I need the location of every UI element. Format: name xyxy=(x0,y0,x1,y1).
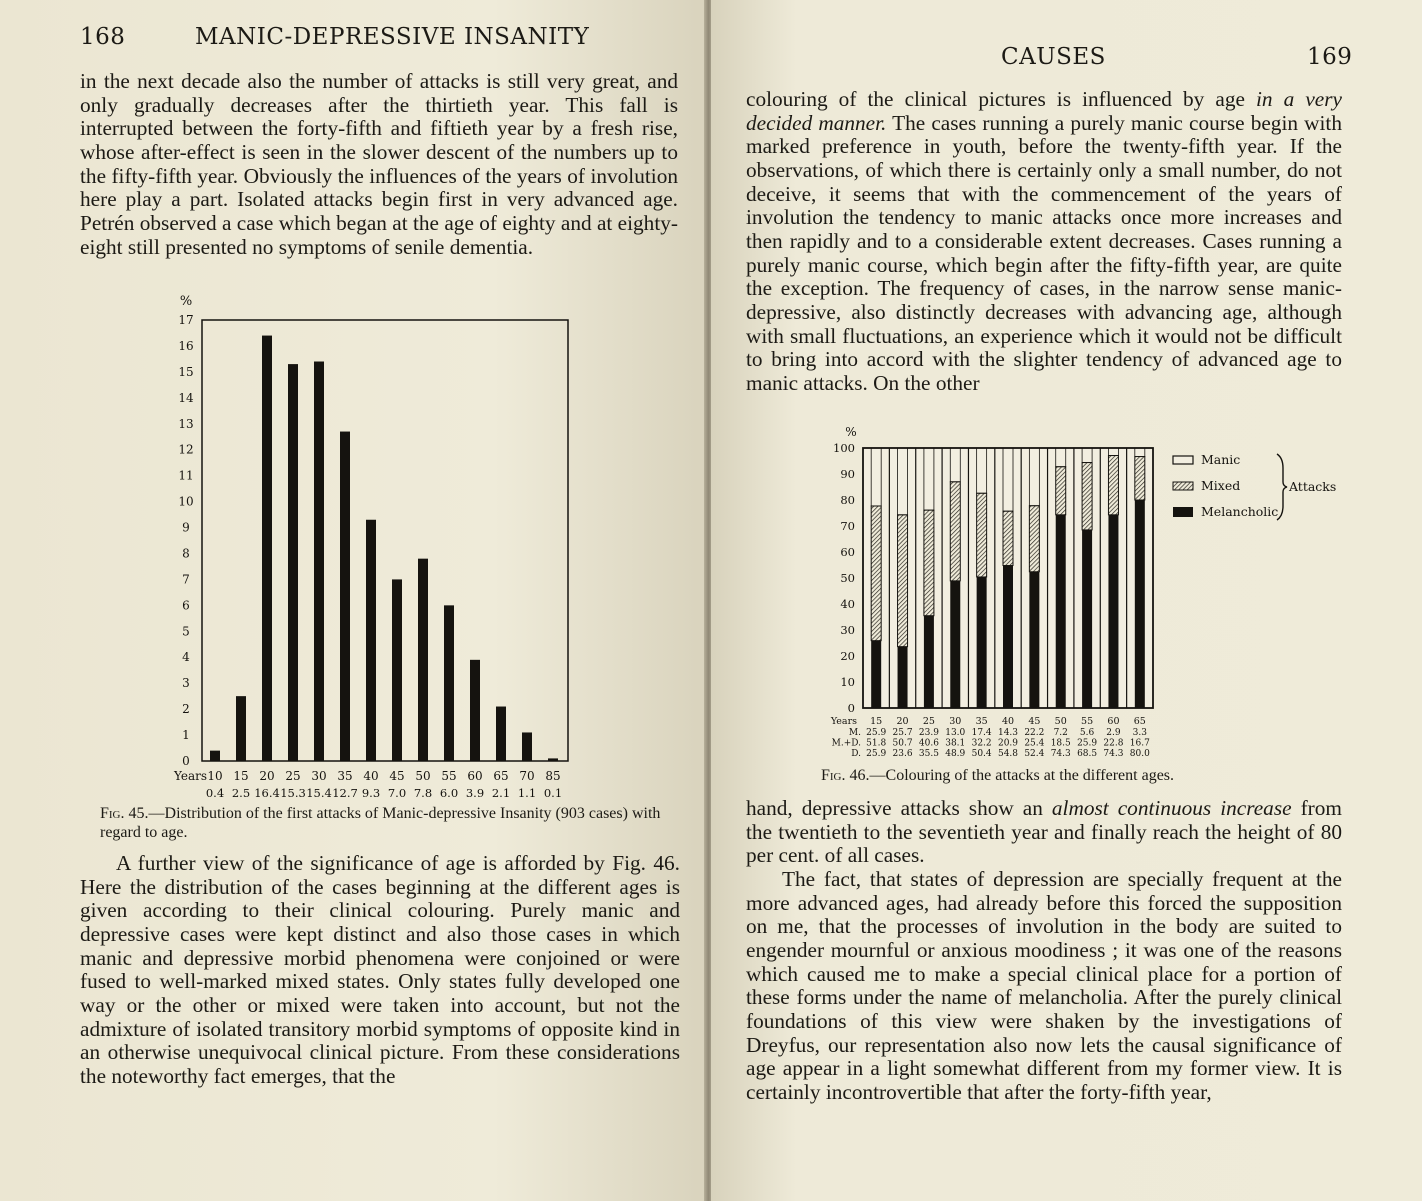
bar-segment-melancholic xyxy=(1082,530,1092,708)
x-tick-label: 70 xyxy=(519,769,535,783)
bar xyxy=(522,732,532,761)
legend-entry: Manic xyxy=(1201,452,1241,467)
y-tick-label: 3 xyxy=(182,676,190,691)
bar-segment-melancholic xyxy=(1003,566,1013,708)
y-tick-label: 6 xyxy=(182,598,190,613)
table-row-label: D. xyxy=(851,749,861,759)
x-row-label: Years xyxy=(173,769,207,783)
x-tick-label: 20 xyxy=(259,769,275,783)
body-paragraph xyxy=(746,88,1342,396)
y-tick-label: 16 xyxy=(178,338,194,353)
bar-segment-mixed xyxy=(950,482,960,581)
y-tick-label: 8 xyxy=(182,546,190,561)
bar xyxy=(366,520,376,761)
y-tick-label: 0 xyxy=(847,701,855,715)
data-label: 16.4 xyxy=(254,786,280,800)
page-number: 169 xyxy=(1307,44,1353,70)
y-tick-label: 70 xyxy=(840,519,855,533)
y-tick-label: 1 xyxy=(182,728,190,743)
bar xyxy=(210,751,220,761)
x-tick-label: 20 xyxy=(896,716,909,727)
y-tick-label: 14 xyxy=(178,390,194,405)
table-cell: 5.6 xyxy=(1079,728,1095,738)
figure-45-bar-chart xyxy=(160,290,590,805)
table-cell: 14.3 xyxy=(997,728,1019,738)
y-tick-label: 17 xyxy=(178,313,194,327)
table-cell: 50.7 xyxy=(892,738,913,749)
bar-segment-mixed xyxy=(977,493,987,577)
bar xyxy=(288,364,298,761)
table-cell: 25.7 xyxy=(892,728,913,738)
x-tick-label: 45 xyxy=(389,769,405,783)
y-tick-label: 40 xyxy=(840,597,855,611)
table-cell: 80.0 xyxy=(1129,749,1150,759)
table-cell: 3.3 xyxy=(1132,728,1147,738)
data-label: 0.1 xyxy=(543,786,563,800)
data-label: 2.5 xyxy=(231,786,251,800)
text-run: hand, depressive attacks show an xyxy=(746,796,1052,820)
bar xyxy=(470,660,480,761)
table-cell: 54.8 xyxy=(997,749,1019,759)
x-tick-label: 30 xyxy=(311,769,327,783)
data-label: 7.8 xyxy=(413,786,433,800)
y-tick-label: 4 xyxy=(182,650,190,665)
table-cell: 7.2 xyxy=(1053,728,1068,738)
plot-frame xyxy=(202,320,568,761)
data-label: 12.7 xyxy=(332,786,358,800)
y-tick-label: 20 xyxy=(840,649,855,663)
bar xyxy=(392,579,402,761)
y-tick-label: 12 xyxy=(178,442,194,457)
y-tick-label: 5 xyxy=(182,624,190,639)
italic-text: in a very decided manner. xyxy=(746,87,1342,135)
table-cell: 20.9 xyxy=(997,738,1019,749)
bar xyxy=(548,758,558,761)
table-row-label: M.+D. xyxy=(831,738,861,749)
text-run: from the twentieth to the seventieth year and finally reach the height of 80 per cent. of all cases. xyxy=(746,796,1342,868)
table-cell: 68.5 xyxy=(1077,749,1098,759)
body-paragraph xyxy=(746,797,1342,868)
x-tick-label: 35 xyxy=(337,769,353,783)
bar-segment-melancholic xyxy=(871,641,881,708)
x-tick-label: 10 xyxy=(207,769,223,783)
legend-entry: Melancholic xyxy=(1201,504,1279,519)
y-tick-label: 10 xyxy=(840,675,855,689)
bar-segment-mixed xyxy=(924,510,934,616)
data-label: 7.0 xyxy=(387,786,407,800)
x-tick-label: 30 xyxy=(949,716,962,727)
y-tick-label: 50 xyxy=(840,571,855,585)
x-tick-label: 15 xyxy=(233,769,249,783)
right-page xyxy=(711,0,1422,1201)
table-row-label: M. xyxy=(848,728,861,738)
bar xyxy=(496,707,506,761)
bar-segment-melancholic xyxy=(1056,515,1066,708)
legend-group-label: Attacks xyxy=(1289,479,1337,494)
x-tick-label: 85 xyxy=(545,769,561,783)
data-label: 6.0 xyxy=(439,786,459,800)
y-tick-label: 10 xyxy=(178,494,194,509)
y-axis-unit: % xyxy=(845,425,857,439)
figure-caption xyxy=(100,804,688,842)
body-paragraph: in the next decade also the number of attacks is still very great, and only gradually decreases after the thirtieth year. This fall is interrupted between the forty-fifth and fiftieth year by a fresh rise, whose after-effect is seen in the slower descent of the numbers up to the fifty-fifth year. Obviously the influences of the years of involution here play a part. Isolated attacks begin first in very advanced age. Petrén observed a case which began at the age of eighty and at eighty-eight still presented no symptoms of senile dementia. xyxy=(80,69,678,259)
bar xyxy=(418,559,428,761)
bar-segment-mixed xyxy=(1029,506,1039,572)
x-tick-label: 65 xyxy=(1133,716,1146,727)
y-tick-label: 11 xyxy=(178,468,194,483)
table-cell: 22.8 xyxy=(1103,738,1124,749)
x-tick-label: 60 xyxy=(1107,716,1120,727)
figure-caption-text: —Distribution of the first attacks of Manic-depressive Insanity (903 cases) with regard to age. xyxy=(100,805,661,841)
figure-46-stacked-bar-chart xyxy=(811,420,1351,765)
x-tick-label: 40 xyxy=(1001,716,1015,727)
x-tick-label: 55 xyxy=(1081,716,1094,727)
bar-segment-melancholic xyxy=(898,647,908,708)
bar-segment-mixed xyxy=(898,515,908,647)
data-label: 9.3 xyxy=(361,786,381,800)
bar-segment-melancholic xyxy=(977,577,987,708)
data-label: 3.9 xyxy=(465,786,485,800)
table-cell: 2.9 xyxy=(1106,728,1121,738)
bar xyxy=(262,336,272,761)
bar-segment-mixed xyxy=(1082,463,1092,530)
table-cell: 16.7 xyxy=(1129,738,1150,749)
table-cell: 40.6 xyxy=(918,738,939,749)
y-tick-label: 30 xyxy=(840,623,855,637)
x-tick-label: 45 xyxy=(1028,716,1041,727)
body-paragraph: A further view of the significance of age is afforded by Fig. 46. Here the distribution of the cases beginning at the different ages is given according to their clinical colouring. Purely manic and depressive cases were kept distinct and also those cases in which manic and depressive morbid phenomena were conjoined or were fused to well-marked mixed states. Only states fully developed one way or the other or mixed were taken into account, but not the admixture of isolated transitory morbid symptoms of opposite kind in an otherwise unequivocal clinical picture. From these considerations the noteworthy fact emerges, that the xyxy=(80,851,680,1088)
table-cell: 52.4 xyxy=(1024,749,1045,759)
table-cell: 32.2 xyxy=(971,738,992,749)
text-run: The cases running a purely manic course begin with marked preference in youth, before the twenty-fifth year. If the observations, of which there is certainly only a small number, do not deceive, it seems that with the commencement of the years of involution the tendency to manic attacks once more increases and then rapidly and to a considerable extent decreases. Cases running a purely manic course, which begin after the fifty-fifth year, are quite the exception. The frequency of cases, in the narrow sense manic-depressive, also distinctly decreases with advancing age, although with small fluctuations, an experience which it would not be difficult to bring into accord with the slighter tendency of advanced age to manic attacks. On the other xyxy=(746,110,1343,395)
bar-segment-mixed xyxy=(871,506,881,641)
bar xyxy=(444,605,454,761)
table-cell: 13.0 xyxy=(945,728,966,738)
figure-caption xyxy=(821,766,1341,785)
bar xyxy=(314,362,324,761)
bar xyxy=(340,432,350,761)
table-cell: 25.9 xyxy=(866,728,887,738)
table-cell: 51.8 xyxy=(866,738,887,749)
x-tick-label: 60 xyxy=(467,769,483,783)
data-label: 15.3 xyxy=(280,786,306,800)
table-cell: 74.3 xyxy=(1103,749,1124,759)
y-tick-label: 7 xyxy=(182,572,190,587)
figure-caption-text: —Colouring of the attacks at the different ages. xyxy=(869,767,1175,784)
y-tick-label: 15 xyxy=(178,364,194,379)
x-tick-label: 40 xyxy=(363,769,379,783)
table-cell: 17.4 xyxy=(971,728,992,738)
table-cell: 23.6 xyxy=(892,749,913,759)
table-cell: 38.1 xyxy=(945,738,966,749)
bar-segment-mixed xyxy=(1135,457,1145,500)
table-cell: 35.5 xyxy=(918,749,939,759)
x-tick-label: 55 xyxy=(441,769,457,783)
x-tick-label: 25 xyxy=(285,769,301,783)
y-tick-label: 60 xyxy=(840,545,855,559)
bar-segment-mixed xyxy=(1003,511,1013,565)
y-axis-unit: % xyxy=(179,294,193,309)
bar-segment-melancholic xyxy=(1108,515,1118,708)
x-tick-label: 50 xyxy=(1054,716,1067,727)
y-tick-label: 90 xyxy=(840,467,855,481)
table-cell: 18.5 xyxy=(1050,738,1071,749)
running-title: MANIC-DEPRESSIVE INSANITY xyxy=(195,24,590,50)
bar-segment-melancholic xyxy=(1135,500,1145,708)
bar-segment-mixed xyxy=(1108,456,1118,515)
legend-brace xyxy=(1277,454,1287,520)
bar-segment-melancholic xyxy=(950,581,960,708)
bar-segment-melancholic xyxy=(1029,572,1039,708)
legend-entry: Mixed xyxy=(1201,478,1241,493)
figure-caption-label: Fig. 46. xyxy=(821,767,870,784)
data-label: 2.1 xyxy=(491,786,511,800)
table-cell: 50.4 xyxy=(971,749,992,759)
y-tick-label: 100 xyxy=(833,441,855,455)
x-tick-label: 65 xyxy=(493,769,509,783)
data-label: 15.4 xyxy=(306,786,332,800)
y-tick-label: 9 xyxy=(182,520,190,535)
data-label: 0.4 xyxy=(205,786,225,800)
x-tick-label: 15 xyxy=(870,716,883,727)
bar-segment-mixed xyxy=(1056,467,1066,515)
running-title: CAUSES xyxy=(1001,44,1106,70)
page-number: 168 xyxy=(80,24,126,50)
data-label: 1.1 xyxy=(517,786,537,800)
legend-swatch-manic xyxy=(1173,456,1193,464)
left-page xyxy=(0,0,706,1201)
y-tick-label: 2 xyxy=(182,702,190,717)
table-cell: 22.2 xyxy=(1024,728,1045,738)
y-tick-label: 80 xyxy=(840,493,855,507)
table-cell: 23.9 xyxy=(918,728,939,738)
table-cell: 25.9 xyxy=(1077,738,1098,749)
legend-swatch-mixed xyxy=(1173,482,1193,490)
table-cell: 48.9 xyxy=(945,749,966,759)
legend-swatch-melancholic xyxy=(1173,507,1193,517)
figure-caption-label: Fig. 45. xyxy=(100,805,149,822)
table-cell: 25.9 xyxy=(866,749,887,759)
bar xyxy=(236,696,246,761)
text-run: colouring of the clinical pictures is influenced by age xyxy=(746,87,1256,111)
y-tick-label: 13 xyxy=(178,416,194,431)
bar-segment-melancholic xyxy=(924,616,934,708)
x-tick-label: 35 xyxy=(975,716,988,727)
y-tick-label: 0 xyxy=(182,754,190,768)
x-row-label: Years xyxy=(830,716,857,727)
x-tick-label: 50 xyxy=(415,769,431,783)
x-tick-label: 25 xyxy=(922,716,935,727)
body-paragraph: The fact, that states of depression are specially frequent at the more advanced ages, had already before this forced the supposition on me, that the processes of involution in the body are suited to engender mournful or anxious moodiness ; it was one of the reasons which caused me to make a special clinical place for a portion of these forms under the name of melancholia. After the purely clinical foundations of this view were shaken by the investigations of Dreyfus, our representation also now lets the causal significance of age appear in a light somewhat different from my former view. It is certainly incontrovertible that after the forty-fifth year, xyxy=(746,867,1342,1104)
italic-text: almost continuous increase xyxy=(1051,796,1292,820)
table-cell: 74.3 xyxy=(1050,749,1071,759)
table-cell: 25.4 xyxy=(1024,738,1045,749)
